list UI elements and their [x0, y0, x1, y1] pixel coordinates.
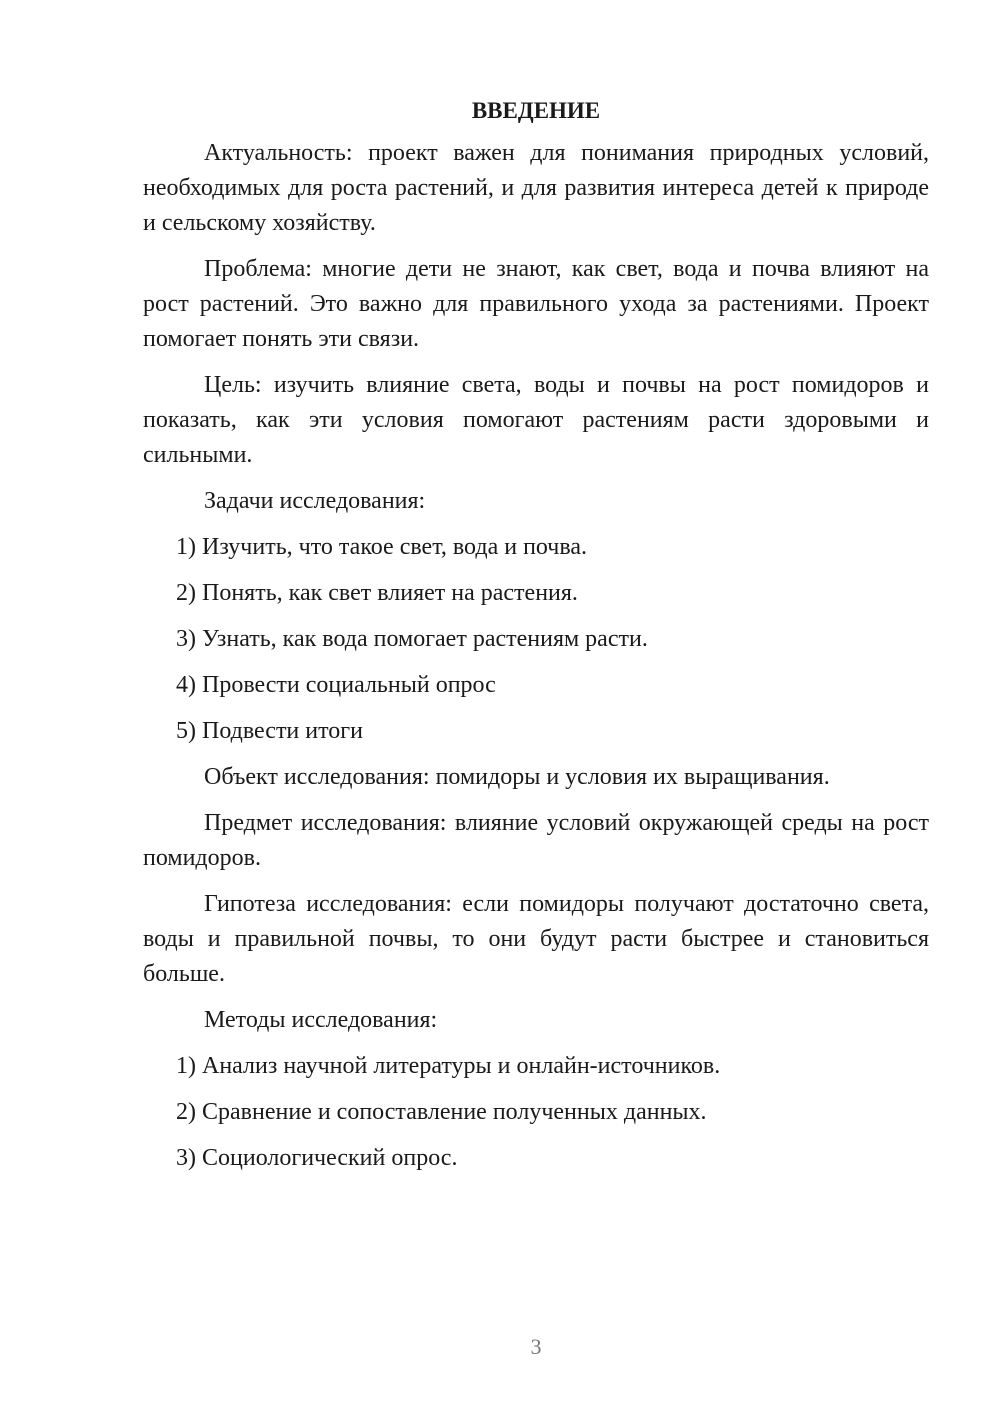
goal-paragraph: Цель: изучить влияние света, воды и почвы на рост помидоров и показать, как эти условия помогают растениям расти здоровыми и сильными.	[143, 372, 929, 468]
task-item: 4) Провести социальный опрос	[176, 672, 496, 698]
hypothesis-paragraph: Гипотеза исследования: если помидоры получают достаточно света, воды и правильной почвы, то они будут расти быстрее и становиться больше.	[143, 891, 929, 987]
methods-label: Методы исследования:	[204, 1007, 438, 1033]
method-item: 1) Анализ научной литературы и онлайн-источников.	[176, 1053, 721, 1079]
subject-paragraph: Предмет исследования: влияние условий окружающей среды на рост помидоров.	[143, 810, 929, 871]
method-item: 2) Сравнение и сопоставление полученных данных.	[176, 1099, 707, 1125]
section-title: ВВЕДЕНИЕ	[471, 98, 601, 123]
object-paragraph: Объект исследования: помидоры и условия их выращивания.	[204, 764, 830, 790]
page-number: 3	[530, 1334, 542, 1359]
page-content	[143, 96, 929, 1187]
tasks-label: Задачи исследования:	[204, 488, 426, 514]
task-item: 1) Изучить, что такое свет, вода и почва.	[176, 534, 588, 560]
problem-paragraph: Проблема: многие дети не знают, как свет, вода и почва влияют на рост растений. Это важно для правильного ухода за растениями. Проект помогает понять эти связи.	[143, 256, 929, 352]
relevance-paragraph: Актуальность: проект важен для понимания природных условий, необходимых для роста растений, и для развития интереса детей к природе и сельскому хозяйству.	[143, 140, 929, 236]
task-item: 3) Узнать, как вода помогает растениям расти.	[176, 626, 648, 652]
task-item: 5) Подвести итоги	[176, 718, 363, 744]
task-item: 2) Понять, как свет влияет на растения.	[176, 580, 578, 606]
method-item: 3) Социологический опрос.	[176, 1145, 458, 1171]
